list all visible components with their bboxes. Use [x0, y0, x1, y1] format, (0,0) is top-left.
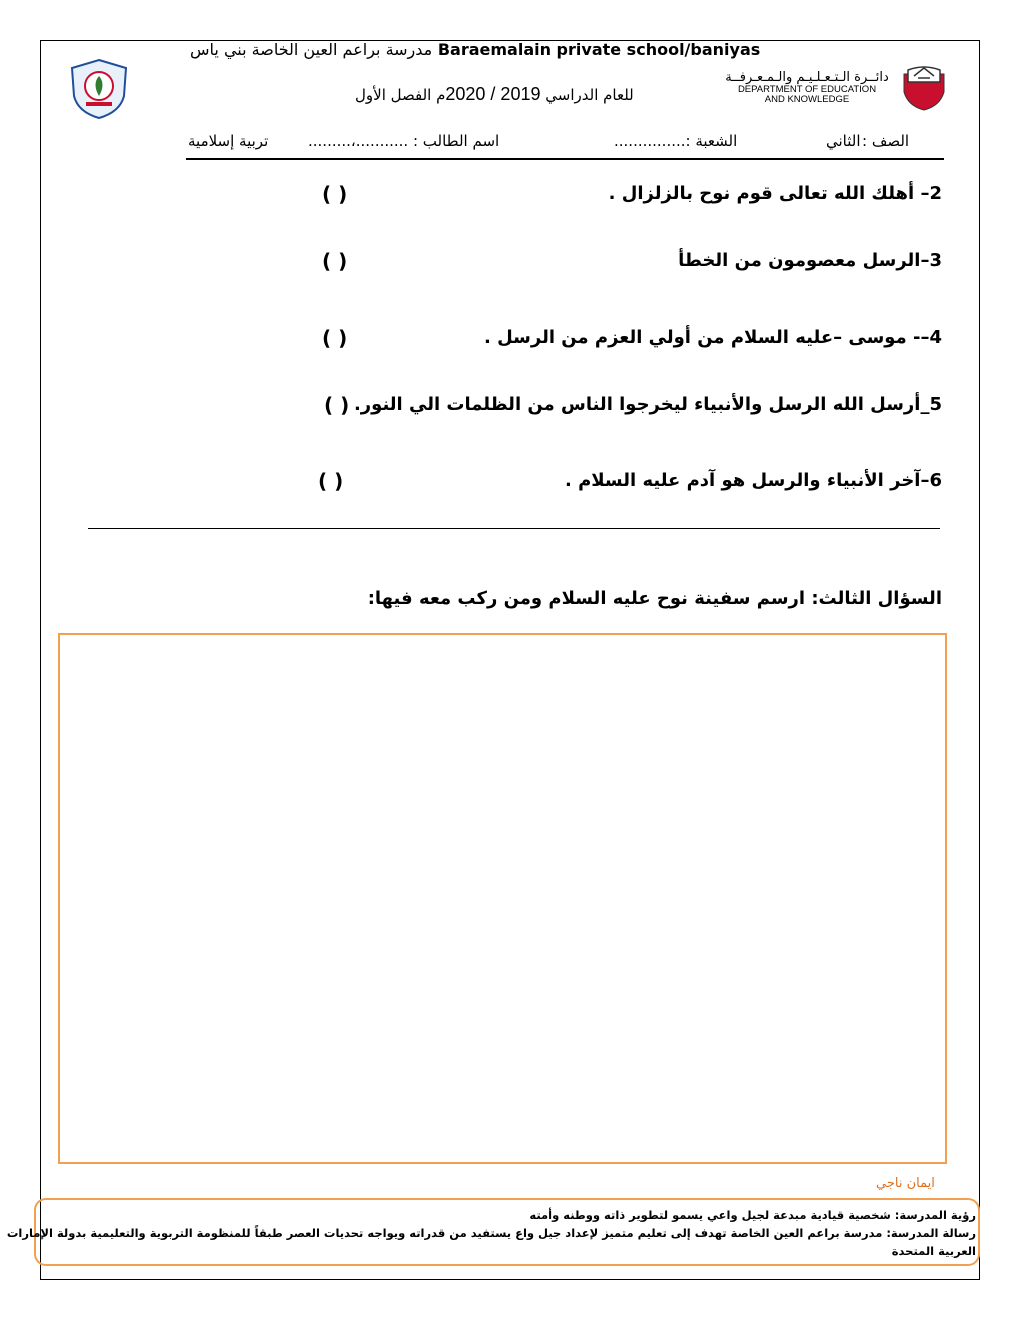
department-logo-text — [712, 70, 902, 105]
drawing-area[interactable] — [58, 633, 947, 1164]
department-name-ar: دائــرة الـتـعـلـيـم والـمـعـرفــة — [725, 70, 889, 85]
school-logo-icon — [68, 58, 130, 120]
answer-paren-5: ( ) — [324, 393, 350, 417]
grade-value: الثاني — [826, 132, 861, 150]
school-vision: رؤية المدرسة: شخصية قيادية مبدعة لجيل واعي يسمو لتطوير ذاته ووطنه وأمته — [529, 1208, 976, 1222]
answer-paren-2: ( ) — [322, 182, 348, 206]
question-5: 5_أرسل الله الرسل والأنبياء ليخرجوا الناس من الظلمات الي النور. — [353, 394, 942, 415]
school-mission-line-1: رسالة المدرسة: مدرسة براعم العين الخاصة تهدف إلى تعليم متميز لإعداد جيل واع يستفيد من قدراته ويواجه تحديات العصر طبقاً للمنظومة التربوية والتعليمية بدولة الإمارات — [6, 1226, 976, 1240]
question-2: 2– أهلك الله تعالى قوم نوح بالزلزال . — [608, 183, 942, 204]
teacher-name: ايمان ناجي — [876, 1176, 935, 1191]
question-4: 4–- موسى –عليه السلام من أولي العزم من الرسل . — [484, 327, 942, 348]
year-numbers: 2020 / 2019 — [445, 84, 541, 104]
grade-label: الصف : — [862, 132, 910, 150]
answer-paren-4: ( ) — [322, 326, 348, 350]
year-prefix: للعام الدراسي — [545, 86, 634, 104]
school-name-ar: مدرسة براعم العين الخاصة بني ياس — [190, 40, 433, 59]
year-suffix: م الفصل الأول — [355, 86, 446, 104]
section-divider — [88, 528, 940, 529]
question-3: 3–الرسل معصومون من الخطأ — [678, 250, 942, 271]
answer-paren-3: ( ) — [322, 249, 348, 273]
student-name-field: اسم الطالب : ...........،......... — [308, 132, 500, 150]
department-name-en-1: DEPARTMENT OF EDUCATION — [737, 84, 877, 95]
answer-paren-6: ( ) — [318, 469, 344, 493]
school-title — [190, 40, 760, 59]
header-divider — [186, 158, 944, 160]
question-3-title: السؤال الثالث: ارسم سفينة نوح عليه السلام ومن ركب معه فيها: — [367, 588, 942, 609]
section-field: الشعبة :............... — [614, 132, 738, 150]
department-name-en-2: AND KNOWLEDGE — [764, 94, 850, 105]
department-emblem-icon — [900, 64, 948, 112]
school-mission-line-2: العربية المتحدة — [891, 1244, 976, 1258]
school-name-en: Baraemalain private school/baniyas — [437, 40, 761, 59]
subject-name: تربية إسلامية — [188, 132, 269, 150]
academic-year — [355, 84, 634, 105]
question-6: 6–آخر الأنبياء والرسل هو آدم عليه السلام . — [564, 470, 942, 491]
